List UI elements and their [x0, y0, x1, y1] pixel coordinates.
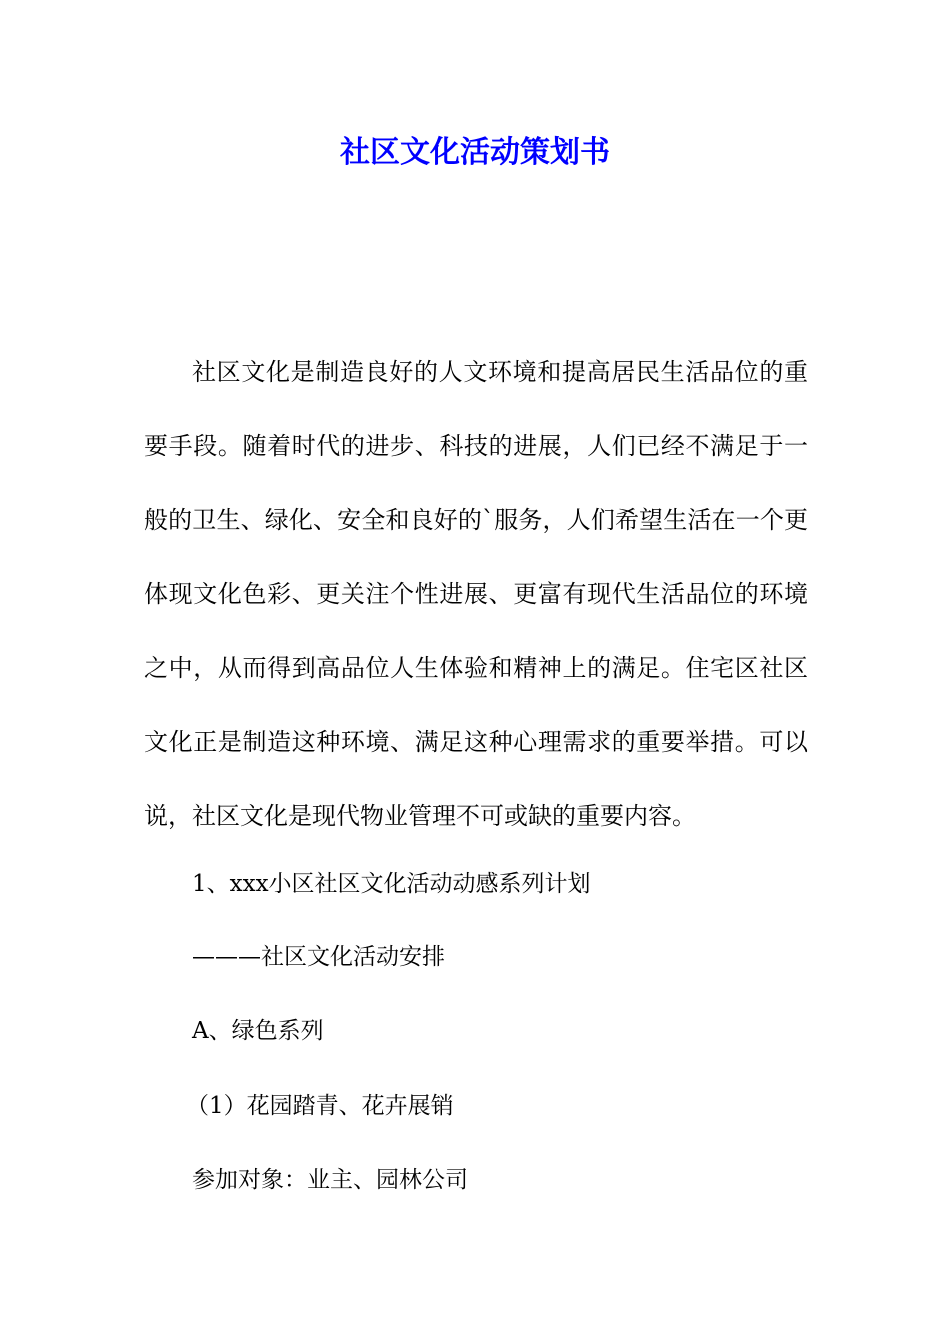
series-heading: A、绿色系列 [192, 1018, 324, 1044]
participants-line: 参加对象：业主、园林公司 [192, 1167, 468, 1193]
item-heading: （1）花园踏青、花卉展销 [186, 1093, 454, 1119]
intro-paragraph: 社区文化是制造良好的人文环境和提高居民生活品位的重要手段。随着时代的进步、科技的进展，人们已经不满足于一般的卫生、绿化、安全和良好的`服务，人们希望生活在一个更体现文化色彩、更关注个性进展、更富有现代生活品位的环境之中，从而得到高品位人生体验和精神上的满足。住宅区社区文化正是制造这种环境、满足这种心理需求的重要举措。可以说，社区文化是现代物业管理不可或缺的重要内容。 [144, 358, 808, 830]
document-title: 社区文化活动策划书 [340, 135, 610, 170]
section-heading: 1、xxx小区社区文化活动动感系列计划 [192, 871, 591, 897]
section-subtitle: ———社区文化活动安排 [192, 944, 445, 970]
